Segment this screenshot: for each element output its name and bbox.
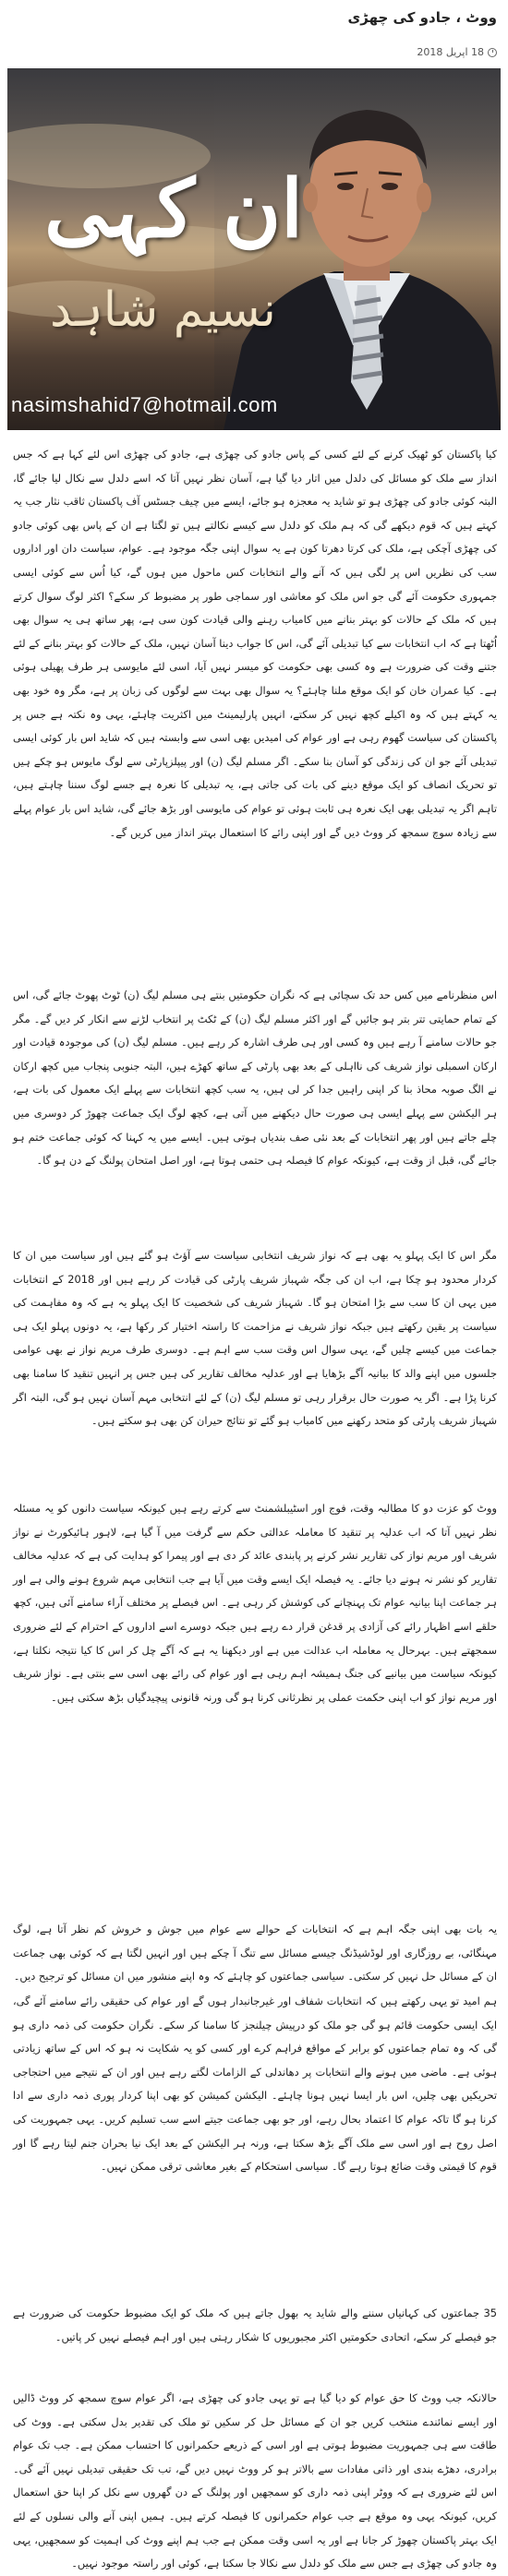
column-title: ان کہی [44,162,304,256]
paragraph: مگر اس کا ایک پہلو یہ بھی ہے کہ نواز شریف انتخابی سیاست سے آؤٹ ہو گئے ہیں اور سیاست میں ان کا کردار محدود ہو چکا ہے، اب ان کی جگہ شہباز شریف پارٹی کی قیادت کر رہے ہیں اور 2018 کے انتخابات میں یہی ان کا سب سے بڑا امتحان ہو گا۔ شہباز شریف کی شخصیت کا ایک پہلو یہ ہے کہ وہ مفاہمت کی سیاست پر یقین رکھتے ہیں جبکہ نواز شریف نے مزاحمت کا راستہ اختیار کر رکھا ہے، یہ دونوں پہلو ایک ہی جماعت میں کیسے چلیں گے، یہی سوال اس وقت سب سے اہم ہے۔ دوسری طرف مریم نواز نے بھی عوامی جلسوں میں اپنے والد کا بیانیہ آگے بڑھایا ہے اور عدلیہ مخالف تقاریر کی ہیں جس پر انہیں تنقید کا سامنا بھی کرنا پڑا ہے۔ اگر یہ صورت حال برقرار رہی تو مسلم لیگ (ن) کے لئے انتخابی مہم آسان نہیں ہو گی، البتہ اگر شہباز شریف پارٹی کو متحد رکھنے میں کامیاب ہو گئے تو نتائج حیران کن بھی ہو سکتے ہیں۔ [13,1249,497,1428]
article-date-row [11,46,497,58]
article-header [11,7,497,58]
author-email: nasimshahid7@hotmail.com [11,393,278,416]
paragraph: ووٹ کو عزت دو کا مطالبہ وقت، فوج اور اسٹیبلشمنٹ سے کرتے رہے ہیں کیونکہ سیاست دانوں کو یہ مسئلہ نظر نہیں آتا کہ اب عدلیہ پر تنقید کا معاملہ عدالتی حکم سے گرفت میں آ گیا ہے، لاہور ہائیکورٹ نے نواز شریف اور مریم نواز کی تقاریر نشر کرنے پر پابندی عائد کر دی ہے اور پیمرا کو ہدایت کی ہے کہ عدلیہ مخالف تقاریر کو نشر نہ ہونے دیا جائے۔ یہ فیصلہ ایک ایسے وقت میں آیا ہے جب انتخابی مہم شروع ہونے والی ہے اور ہر جماعت اپنا بیانیہ عوام تک پہنچانے کی کوشش کر رہی ہے۔ اس فیصلے پر مختلف آراء سامنے آئی ہیں، کچھ حلقے اسے اظہار رائے کی آزادی پر قدغن قرار دے رہے ہیں جبکہ دوسرے اسے اداروں کے احترام کے لئے ضروری سمجھتے ہیں۔ بہرحال یہ معاملہ اب عدالت میں ہے اور دیکھنا یہ ہے کہ آگے چل کر اس کا کیا نتیجہ نکلتا ہے، کیونکہ سیاست میں بیانیے کی جنگ ہمیشہ اہم رہی ہے اور عوام کی رائے بھی اسی سے بنتی ہے۔ نواز شریف اور مریم نواز کو اب اپنی حکمت عملی پر نظرثانی کرنا ہو گی ورنہ قانونی پیچیدگیاں بڑھ سکتی ہیں۔ [13,1502,497,1704]
column-banner [7,68,501,430]
paragraph: حالانکہ جب ووٹ کا حق عوام کو دیا گیا ہے تو یہی جادو کی چھڑی ہے، اگر عوام سوچ سمجھ کر ووٹ ڈالیں اور ایسے نمائندے منتخب کریں جو ان کے مسائل حل کر سکیں تو ملک کی تقدیر بدل سکتی ہے۔ ووٹ کی طاقت سے ہی جمہوریت مضبوط ہوتی ہے اور اسی کے ذریعے حکمرانوں کا احتساب ممکن ہے۔ جب تک عوام برادری، دھڑے بندی اور ذاتی مفادات سے بالاتر ہو کر ووٹ نہیں دیں گے، تب تک حقیقی تبدیلی نہیں آئے گی۔ اس لئے ضروری ہے کہ ووٹر اپنی ذمہ داری کو سمجھیں اور پولنگ کے دن گھروں سے نکل کر اپنا حق استعمال کریں، کیونکہ یہی وہ موقع ہے جب عوام حکمرانوں کا فیصلہ کرتے ہیں۔ ہمیں اپنی آنے والی نسلوں کے لئے ایک بہتر پاکستان چھوڑ کر جانا ہے اور یہ اسی وقت ممکن ہے جب ہم اپنے ووٹ کی اہمیت کو سمجھیں، یہی وہ جادو کی چھڑی ہے جس سے ملک کو دلدل سے نکالا جا سکتا ہے، کوئی اور راستہ موجود نہیں۔ [13,2391,497,2570]
paragraph: 35 جماعتوں کی کہانیاں سننے والے شاید یہ بھول جاتے ہیں کہ ملک کو ایک مضبوط حکومت کی ضرورت ہے جو فیصلے کر سکے، اتحادی حکومتیں اکثر مجبوریوں کا شکار رہتی ہیں اور اہم فیصلے نہیں کر پاتیں۔ [13,2306,497,2343]
clock-icon [488,48,497,57]
paragraph: ہم امید تو یہی رکھتے ہیں کہ انتخابات شفاف اور غیرجانبدار ہوں گے اور عوام کی حقیقی رائے سامنے آئے گی، ایک ایسی حکومت قائم ہو گی جو ملک کو درپیش چیلنجز کا سامنا کر سکے۔ نگران حکومت کی ذمہ داری ہو گی کہ وہ تمام جماعتوں کو برابر کے مواقع فراہم کرے اور کسی کو یہ شکایت نہ ہو کہ اس کے ساتھ زیادتی ہوئی ہے۔ ماضی میں ہونے والے انتخابات پر دھاندلی کے الزامات لگتے رہے ہیں اور ان کے نتیجے میں احتجاجی تحریکیں بھی چلیں، اس بار ایسا نہیں ہونا چاہئے۔ الیکشن کمیشن کو بھی اپنا کردار پوری ذمہ داری سے ادا کرنا ہو گا تاکہ عوام کا اعتماد بحال رہے، اور جو بھی جماعت جیتے اسے سب تسلیم کریں۔ یہی جمہوریت کی اصل روح ہے اور اسی سے ملک آگے بڑھ سکتا ہے، ورنہ ہر الیکشن کے بعد ایک نیا بحران جنم لیتا رہے گا اور قوم کا قیمتی وقت ضائع ہوتا رہے گا۔ سیاسی استحکام کے بغیر معاشی ترقی ممکن نہیں۔ [13,1995,497,2174]
author-name: نسیم شاہد [50,282,276,338]
paragraph: یہ بات بھی اپنی جگہ اہم ہے کہ انتخابات کے حوالے سے عوام میں جوش و خروش کم نظر آتا ہے، لوگ مہنگائی، بے روزگاری اور لوڈشیڈنگ جیسے مسائل سے تنگ آ چکے ہیں اور انہیں لگتا ہے کہ کوئی بھی جماعت ان کے مسائل حل نہیں کر سکتی۔ سیاسی جماعتوں کو چاہئے کہ وہ اپنے منشور میں ان مسائل کو ترجیح دیں۔ [13,1923,497,1983]
paragraph: کیا پاکستان کو ٹھیک کرنے کے لئے کسی کے پاس جادو کی چھڑی ہے، جادو کی چھڑی اس لئے کہا ہے کہ جس انداز سے ملک کو مسائل کی دلدل میں اتار دیا گیا ہے، آسان نظر نہیں آتا کہ اسے دلدل سے نکال لیا جائے گا، البتہ کوئی جادو کی چھڑی ہو تو شاید یہ معجزہ ہو جائے، ایسے میں چیف جسٹس آف پاکستان ثاقب نثار جب یہ کہتے ہیں کہ قوم دیکھے گی کہ ہم ملک کو دلدل سے کیسے نکالتے ہیں تو لگتا ہے ان کے پاس بھی کوئی جادو کی چھڑی آچکی ہے، ملک کی کرتا دھرتا کون ہے یہ سوال اپنی جگہ موجود ہے۔ عوام، سیاست دان اور اداروں سب کی نظریں اس پر لگی ہیں کہ آنے والے انتخابات کس ماحول میں ہوں گے، کیا اُس سے کوئی ایسی جمہوری حکومت آئے گی جو اس ملک کو معاشی اور سماجی طور پر مضبوط کر سکے؟ اکثر لوگ سوال کرتے ہیں کہ ملک کے حالات کو بہتر بنانے میں کامیاب رہنے والی قیادت کون سی ہے، پھر ساتھ ہی یہ سوال بھی اُٹھتا ہے کہ اب انتخابات سے کیا تبدیلی آئے گی، اس کا جواب دینا آسان نہیں، ملک کے حالات کو بہتر بنانے کے لئے جتنے وقت کی ضرورت ہے وہ کسی بھی حکومت کو میسر نہیں آیا، اسی لئے مایوسی ہر طرف پھیلی ہوئی ہے۔ کیا عمران خان کو ایک موقع ملنا چاہئے؟ یہ سوال بھی بہت سے لوگوں کی زبان پر ہے، مگر وہ خود بھی یہ کہتے ہیں کہ وہ اکیلے کچھ نہیں کر سکتے، انہیں پارلیمینٹ میں اکثریت چاہئے، یہی وہ نکتہ ہے جس پر پاکستان کی سیاست گھوم رہی ہے اور عوام کی امیدیں بھی اسی سے وابستہ ہیں کہ شاید اس بار کوئی ایسی تبدیلی آئے جو ان کی زندگی کو آسان بنا سکے۔ اگر مسلم لیگ (ن) اور پیپلزپارٹی سے لوگ مایوس ہو چکے ہیں تو تحریک انصاف کو ایک موقع دینے کی بات کی جاتی ہے، یہ تبدیلی کا نعرہ ہے جسے لوگ سننا چاہتے ہیں، تاہم اگر یہ تبدیلی بھی ایک نعرہ ہی ثابت ہوئی تو عوام کی مایوسی اور بڑھ جائے گی، شاید اس بار عوام پہلے سے زیادہ سوچ سمجھ کر ووٹ دیں گے اور اپنی رائے کا استعمال بہتر انداز میں کریں گے۔ [12,448,497,839]
headline: ووٹ ، جادو کی چھڑی [347,9,497,26]
paragraph: اس منظرنامے میں کس حد تک سچائی ہے کہ نگران حکومتیں بنتے ہی مسلم لیگ (ن) ٹوٹ پھوٹ جائے گی، اس کے تمام حمایتی تتر بتر ہو جائیں گے اور اکثر مسلم لیگ (ن) کے ٹکٹ پر انتخاب لڑنے سے انکار کر دیں گے۔ مگر جو حالات سامنے آ رہے ہیں وہ کسی اور ہی طرف اشارہ کر رہے ہیں۔ مسلم لیگ (ن) کی موجودہ قیادت اور ارکان اسمبلی نواز شریف کی نااہلی کے بعد بھی پارٹی کے ساتھ کھڑے ہیں، البتہ جنوبی پنجاب میں کچھ ارکان نے الگ صوبہ محاذ بنا کر اپنی راہیں جدا کر لی ہیں، یہ سب کچھ انتخابات سے پہلے ایک معمول کی بات ہے، ہر الیکشن سے پہلے ایسی ہی صورت حال دیکھنے میں آتی ہے، کچھ لوگ ایک جماعت چھوڑ کر دوسری میں چلے جاتے ہیں اور پھر انتخابات کے بعد نئی صف بندیاں ہوتی ہیں۔ ایسے میں یہ کہنا کہ کوئی جماعت ختم ہو جائے گی، قبل از وقت ہے، کیونکہ عوام کا فیصلہ ہی حتمی ہوتا ہے، اور اصل امتحان پولنگ کے دن ہو گا۔ [13,988,497,1168]
article-date: 18 اپریل 2018 [417,46,484,58]
